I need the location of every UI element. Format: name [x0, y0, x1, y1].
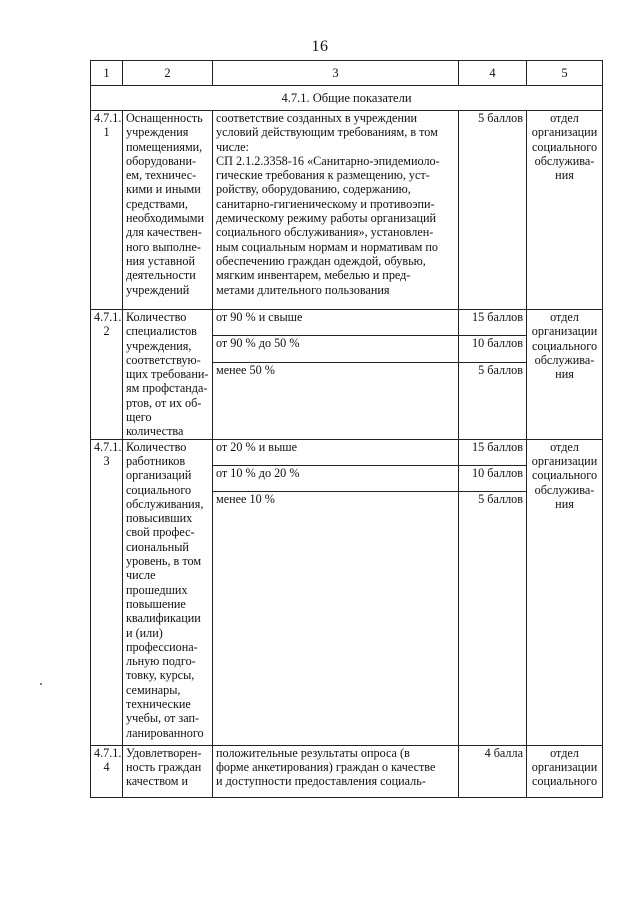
table-header-row	[91, 61, 603, 86]
text-line: организаций	[126, 468, 192, 483]
header-col-2: 2	[123, 61, 213, 86]
text-line: отдел	[550, 745, 579, 760]
text-line: товку, курсы,	[126, 668, 195, 683]
text-line: положительные результаты опроса (в	[216, 745, 410, 760]
text-line: 2	[103, 324, 110, 339]
text-line: 4.7.1.	[94, 439, 122, 454]
text-line: ным социальным нормам и нормативам по	[216, 239, 439, 254]
option-score: 15 баллов	[459, 310, 527, 336]
score-value: 5 баллов	[459, 111, 527, 310]
text-line: 4.7.1.	[94, 111, 122, 125]
text-line: социального	[531, 774, 598, 789]
text-line: обслужива-	[534, 153, 595, 168]
table-row	[91, 439, 603, 465]
text-line: и доступности предоставления социаль-	[216, 774, 426, 789]
text-line: повышение	[126, 596, 186, 611]
text-line: квалификации	[126, 611, 201, 626]
header-col-5: 5	[527, 61, 603, 86]
text-line: ного выполне-	[126, 239, 201, 254]
text-line: щего количества	[126, 410, 184, 439]
text-line: семинары,	[126, 682, 181, 697]
option-text: от 90 % и свыше	[213, 310, 459, 336]
text-line: средствами,	[126, 196, 188, 211]
text-line: гические требования к размещению, уст-	[216, 168, 430, 183]
text-line: организации	[531, 453, 598, 468]
text-line: форме анкетирования) граждан о качестве	[216, 759, 436, 774]
text-line: организации	[531, 759, 598, 774]
text-line: санитарно-гигиеническому и противоэпи-	[216, 196, 435, 211]
text-line: Количество	[126, 310, 187, 324]
criteria-text	[213, 111, 459, 310]
text-line: учебы, от зап-	[126, 711, 200, 726]
table-row	[91, 111, 603, 310]
text-line: 4	[103, 759, 110, 774]
text-line: специалистов	[126, 324, 197, 339]
section-row	[91, 86, 603, 111]
text-line: повысивших	[126, 511, 193, 526]
text-line: социального	[531, 338, 598, 353]
text-line: учреждения	[126, 125, 189, 140]
text-line: льную подго-	[126, 654, 196, 669]
text-line: учреждений	[126, 282, 190, 297]
text-line: обслуживания,	[126, 496, 204, 511]
text-line: организации	[531, 324, 598, 339]
option-score: 15 баллов	[459, 439, 527, 465]
text-line: ем, техничес-	[126, 168, 197, 183]
text-line: отдел	[550, 310, 579, 324]
text-line: свой профес-	[126, 525, 195, 540]
header-col-4: 4	[459, 61, 527, 86]
criteria-table	[90, 60, 603, 798]
indicator-name	[123, 310, 213, 440]
text-line: ния уставной	[126, 253, 195, 268]
header-col-3: 3	[213, 61, 459, 86]
text-line: кими и иными	[126, 182, 201, 197]
text-line: условий действующим требованиям, в том	[216, 125, 438, 140]
text-line: числе:	[216, 139, 249, 154]
text-line: качеством и	[126, 774, 189, 789]
text-line: уровень, в том	[126, 554, 202, 569]
indicator-name	[123, 111, 213, 310]
text-line: отдел	[550, 439, 579, 454]
responsible-unit	[527, 111, 603, 310]
text-line: ния	[555, 168, 574, 183]
option-score: 10 баллов	[459, 336, 527, 362]
text-line: деятельности	[126, 268, 196, 283]
option-text: от 90 % до 50 %	[213, 336, 459, 362]
text-line: числе	[126, 568, 156, 583]
text-line: и (или)	[126, 625, 163, 640]
indicator-name	[123, 745, 213, 797]
indicator-name	[123, 439, 213, 745]
text-line: демическому режиму работы организаций	[216, 211, 437, 226]
text-line: 4.7.1.	[94, 745, 122, 760]
text-line: работников	[126, 453, 186, 468]
text-line: обслужива-	[534, 482, 595, 497]
text-line: социального	[531, 139, 598, 154]
text-line: ния	[555, 367, 574, 382]
page-number: 16	[311, 38, 329, 55]
text-line: социального	[126, 482, 192, 497]
text-line: учреждения,	[126, 338, 192, 353]
text-line: технические	[126, 697, 191, 712]
text-line: ность граждан	[126, 759, 202, 774]
text-line: обслужива-	[534, 352, 595, 367]
option-score: 5 баллов	[459, 491, 527, 745]
option-text: от 10 % до 20 %	[213, 465, 459, 491]
text-line: метами длительного пользования	[216, 282, 390, 297]
option-text: от 20 % и выше	[213, 439, 459, 465]
text-line: ройству, оборудованию, содержанию,	[216, 182, 411, 197]
criteria-text	[213, 745, 459, 797]
text-line: Количество	[126, 439, 187, 454]
text-line: обеспечению граждан одеждой, обувью,	[216, 253, 426, 268]
text-line: ланированного	[126, 725, 204, 740]
text-line: щих требовани-	[126, 367, 209, 382]
text-line: соответствую-	[126, 352, 201, 367]
row-number	[91, 745, 123, 797]
option-score: 5 баллов	[459, 362, 527, 439]
row-number	[91, 310, 123, 440]
text-line: Удовлетворен-	[126, 745, 202, 760]
text-line: помещениями,	[126, 139, 203, 154]
text-line: соответствие созданных в учреждении	[216, 111, 418, 125]
text-line: СП 2.1.2.3358-16 «Санитарно-эпидемиоло-	[216, 153, 440, 168]
option-text: менее 10 %	[213, 491, 459, 745]
score-value: 4 балла	[459, 745, 527, 797]
table-row	[91, 310, 603, 336]
scan-speck	[40, 683, 42, 685]
responsible-unit	[527, 745, 603, 797]
option-text: менее 50 %	[213, 362, 459, 439]
text-line: социального обслуживания», установлен-	[216, 225, 434, 240]
table-row	[91, 745, 603, 797]
header-col-1: 1	[91, 61, 123, 86]
text-line: 1	[103, 125, 110, 140]
text-line: прошедших	[126, 582, 188, 597]
text-line: сиональный	[126, 539, 189, 554]
text-line: Оснащенность	[126, 111, 203, 125]
section-title: 4.7.1. Общие показатели	[91, 86, 603, 111]
responsible-unit	[527, 439, 603, 745]
row-number	[91, 111, 123, 310]
text-line: для качествен-	[126, 225, 202, 240]
option-score: 10 баллов	[459, 465, 527, 491]
text-line: 3	[103, 453, 110, 468]
row-number	[91, 439, 123, 745]
text-line: мягким инвентарем, мебелью и пред-	[216, 268, 411, 283]
text-line: профессиона-	[126, 639, 198, 654]
text-line: 4.7.1.	[94, 310, 122, 324]
text-line: организации	[531, 125, 598, 140]
responsible-unit	[527, 310, 603, 440]
text-line: социального	[531, 468, 598, 483]
text-line: отдел	[550, 111, 579, 125]
text-line: оборудовани-	[126, 153, 197, 168]
text-line: ртов, от их об-	[126, 395, 202, 410]
text-line: ния	[555, 496, 574, 511]
text-line: необходимыми	[126, 211, 204, 226]
text-line: ям профстанда-	[126, 381, 208, 396]
